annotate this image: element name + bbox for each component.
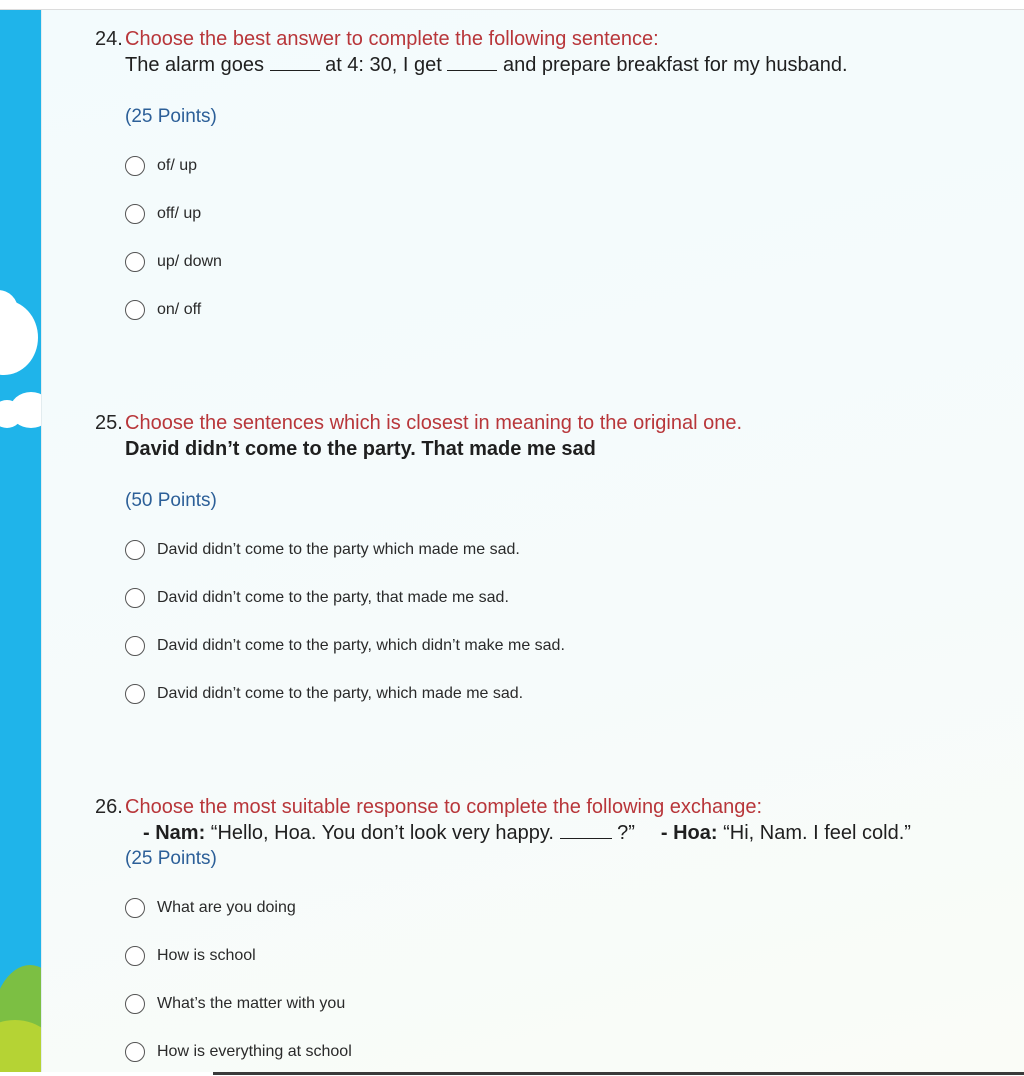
radio-button[interactable] <box>125 300 145 320</box>
option-label: up/ down <box>157 253 222 270</box>
question-heading <box>95 26 995 52</box>
option-1[interactable] <box>125 526 995 574</box>
question-24 <box>95 26 995 334</box>
question-points: (25 Points) <box>125 848 217 869</box>
radio-button[interactable] <box>125 994 145 1014</box>
option-how-is-everything[interactable] <box>125 1028 995 1076</box>
radio-button[interactable] <box>125 946 145 966</box>
radio-button[interactable] <box>125 588 145 608</box>
question-title: Choose the sentences which is closest in meaning to the original one. <box>125 412 743 434</box>
option-label: of/ up <box>157 157 198 174</box>
sentence-part: and prepare breakfast for my husband. <box>497 54 848 76</box>
question-heading <box>95 410 995 436</box>
option-up-down[interactable] <box>125 238 995 286</box>
option-whats-the-matter[interactable] <box>125 980 995 1028</box>
question-number: 26. <box>95 796 123 818</box>
option-4[interactable] <box>125 670 995 718</box>
sentence-part: at 4: 30, I get <box>319 54 448 76</box>
sentence-part: The alarm goes <box>125 54 270 76</box>
radio-button[interactable] <box>125 540 145 560</box>
option-label: on/ off <box>157 301 202 318</box>
option-of-up[interactable] <box>125 142 995 190</box>
question-title: Choose the most suitable response to complete the following exchange: <box>125 796 763 818</box>
exchange-line <box>143 820 995 846</box>
question-25 <box>95 410 995 718</box>
hoa-prefix: - Hoa: <box>660 822 718 844</box>
option-2[interactable] <box>125 574 995 622</box>
option-label: David didn’t come to the party, that made me sad. <box>157 589 509 606</box>
radio-button[interactable] <box>125 636 145 656</box>
background-side-strip <box>0 10 41 1072</box>
option-label: David didn’t come to the party, which made me sad. <box>157 685 524 702</box>
option-label: How is everything at school <box>157 1043 352 1060</box>
option-on-off[interactable] <box>125 286 995 334</box>
option-label: David didn’t come to the party, which didn’t make me sad. <box>157 637 565 654</box>
radio-button[interactable] <box>125 156 145 176</box>
blank-line <box>447 69 497 71</box>
question-26 <box>95 794 995 1076</box>
question-points: (25 Points) <box>125 106 217 127</box>
nam-text-end: ?” <box>611 822 635 844</box>
radio-button[interactable] <box>125 684 145 704</box>
option-label: David didn’t come to the party which made me sad. <box>157 541 520 558</box>
radio-button[interactable] <box>125 898 145 918</box>
option-3[interactable] <box>125 622 995 670</box>
option-label: What’s the matter with you <box>157 995 346 1012</box>
radio-button[interactable] <box>125 204 145 224</box>
options-list <box>125 526 995 718</box>
nam-prefix: - Nam: <box>143 822 206 844</box>
hoa-text: “Hi, Nam. I feel cold.” <box>717 822 911 844</box>
option-label: How is school <box>157 947 256 964</box>
grass-shape <box>0 1020 41 1072</box>
option-label: off/ up <box>157 205 202 222</box>
options-list <box>125 142 995 334</box>
question-number: 25. <box>95 412 123 434</box>
option-off-up[interactable] <box>125 190 995 238</box>
question-title: Choose the best answer to complete the following sentence: <box>125 28 659 50</box>
nam-text: “Hello, Hoa. You don’t look very happy. <box>205 822 560 844</box>
blank-line <box>270 69 320 71</box>
option-what-are-you-doing[interactable] <box>125 884 995 932</box>
option-how-is-school[interactable] <box>125 932 995 980</box>
question-heading <box>95 794 995 820</box>
blank-line <box>560 837 612 839</box>
question-points: (50 Points) <box>125 490 217 511</box>
options-list <box>125 884 995 1076</box>
question-number: 24. <box>95 28 123 50</box>
radio-button[interactable] <box>125 252 145 272</box>
question-sentence: David didn’t come to the party. That made me sad <box>125 438 596 460</box>
question-sentence <box>125 52 995 78</box>
radio-button[interactable] <box>125 1042 145 1062</box>
option-label: What are you doing <box>157 899 296 916</box>
